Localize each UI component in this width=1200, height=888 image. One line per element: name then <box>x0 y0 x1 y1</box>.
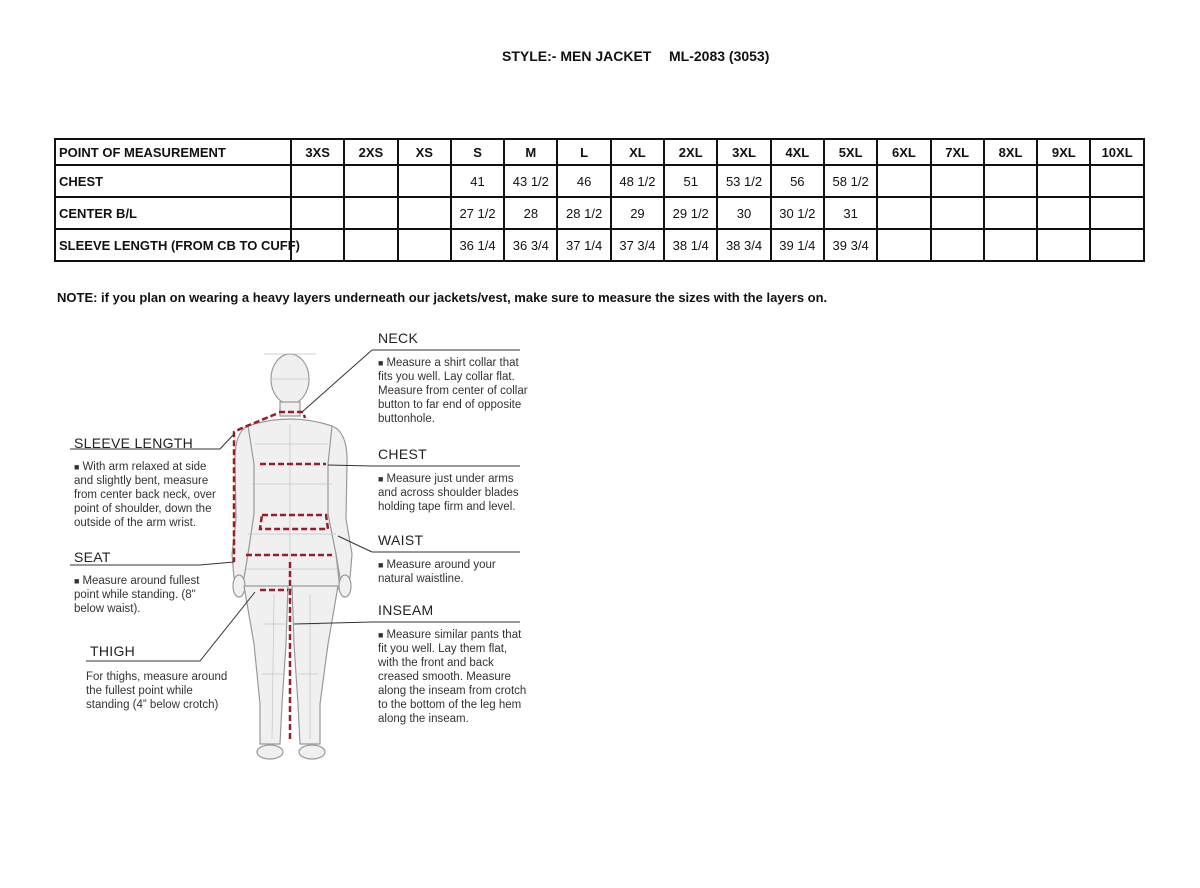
thigh-label: THIGH <box>90 643 136 659</box>
table-cell: 56 <box>771 165 824 197</box>
style-code: ML-2083 (3053) <box>669 48 770 64</box>
table-cell: 38 3/4 <box>717 229 770 261</box>
table-cell <box>1037 197 1090 229</box>
table-cell <box>1037 229 1090 261</box>
column-header-size: 5XL <box>824 139 877 165</box>
column-header-size: XS <box>398 139 451 165</box>
table-cell: 39 1/4 <box>771 229 824 261</box>
table-cell <box>1090 165 1143 197</box>
sleeve-length-description: ■ With arm relaxed at side and slightly bent, measure from center back neck, over point of shoulder, down the outside of the arm wrist. <box>74 461 216 529</box>
column-header-size: M <box>504 139 557 165</box>
sleeve-length-label: SLEEVE LENGTH <box>74 435 194 451</box>
table-cell <box>931 197 984 229</box>
neck-label: NECK <box>378 330 419 346</box>
row-label: SLEEVE LENGTH (FROM CB TO CUFF) <box>55 229 291 261</box>
chest-label: CHEST <box>378 446 427 462</box>
table-cell: 36 1/4 <box>451 229 504 261</box>
table-cell <box>344 197 397 229</box>
inseam-description: ■ Measure similar pants that fit you well. Lay them flat, with the front and back creased smooth. Measure along the inseam from crotch to the bottom of the leg hem along the inseam. <box>378 629 527 725</box>
column-header-size: L <box>557 139 610 165</box>
table-cell <box>291 165 344 197</box>
column-header-size: 6XL <box>877 139 930 165</box>
table-cell: 43 1/2 <box>504 165 557 197</box>
fit-note: NOTE: if you plan on wearing a heavy layers underneath our jackets/vest, make sure to measure the sizes with the layers on. <box>57 290 828 305</box>
column-header-size: 8XL <box>984 139 1037 165</box>
table-cell: 37 3/4 <box>611 229 664 261</box>
table-row <box>55 229 1144 261</box>
column-header-size: 3XL <box>717 139 770 165</box>
table-cell <box>344 165 397 197</box>
table-body <box>55 165 1144 261</box>
table-cell <box>291 197 344 229</box>
table-cell: 29 1/2 <box>664 197 717 229</box>
table-cell: 46 <box>557 165 610 197</box>
table-cell <box>1090 197 1143 229</box>
column-header-size: 7XL <box>931 139 984 165</box>
table-header-row <box>55 139 1144 165</box>
style-name: STYLE:- MEN JACKET <box>502 48 652 64</box>
table-cell: 30 <box>717 197 770 229</box>
table-cell <box>398 197 451 229</box>
column-header-point-of-measurement: POINT OF MEASUREMENT <box>55 139 291 165</box>
table-row <box>55 165 1144 197</box>
document-title <box>0 48 1200 68</box>
column-header-size: 9XL <box>1037 139 1090 165</box>
table-cell: 27 1/2 <box>451 197 504 229</box>
table-cell: 53 1/2 <box>717 165 770 197</box>
table-cell: 41 <box>451 165 504 197</box>
column-header-size: S <box>451 139 504 165</box>
column-header-size: 2XS <box>344 139 397 165</box>
measurement-guide <box>50 324 540 776</box>
waist-label: WAIST <box>378 532 424 548</box>
column-header-size: 4XL <box>771 139 824 165</box>
table-cell <box>984 165 1037 197</box>
row-label: CHEST <box>55 165 291 197</box>
table-cell <box>984 229 1037 261</box>
column-header-size: 2XL <box>664 139 717 165</box>
neck-description: ■ Measure a shirt collar that fits you well. Lay collar flat. Measure from center of collar button to far end of opposite buttonhole. <box>378 357 528 425</box>
table-cell: 39 3/4 <box>824 229 877 261</box>
table-row <box>55 197 1144 229</box>
table-cell: 30 1/2 <box>771 197 824 229</box>
table-cell: 48 1/2 <box>611 165 664 197</box>
table-cell <box>877 229 930 261</box>
table-cell: 29 <box>611 197 664 229</box>
table-cell: 51 <box>664 165 717 197</box>
seat-label: SEAT <box>74 549 111 565</box>
column-header-size: 10XL <box>1090 139 1143 165</box>
table-cell <box>1037 165 1090 197</box>
inseam-label: INSEAM <box>378 602 434 618</box>
table-cell: 37 1/4 <box>557 229 610 261</box>
table-cell <box>1090 229 1143 261</box>
table-cell <box>398 165 451 197</box>
human-body-outline <box>232 354 352 759</box>
size-chart-table <box>54 138 1145 262</box>
table-cell <box>931 165 984 197</box>
thigh-description: For thighs, measure around the fullest point while standing (4” below crotch) <box>86 671 228 711</box>
table-cell <box>877 165 930 197</box>
table-cell: 28 1/2 <box>557 197 610 229</box>
column-header-size: 3XS <box>291 139 344 165</box>
table-cell <box>984 197 1037 229</box>
table-cell <box>931 229 984 261</box>
table-cell: 31 <box>824 197 877 229</box>
seat-description: ■ Measure around fullest point while standing. (8" below waist). <box>74 575 200 615</box>
waist-description: ■ Measure around your natural waistline. <box>378 559 496 585</box>
row-label: CENTER B/L <box>55 197 291 229</box>
table-cell: 58 1/2 <box>824 165 877 197</box>
column-header-size: XL <box>611 139 664 165</box>
table-cell <box>344 229 397 261</box>
table-cell: 28 <box>504 197 557 229</box>
table-cell <box>877 197 930 229</box>
table-cell <box>398 229 451 261</box>
table-cell: 38 1/4 <box>664 229 717 261</box>
chest-description: ■ Measure just under arms and across shoulder blades holding tape firm and level. <box>378 473 519 513</box>
table-cell: 36 3/4 <box>504 229 557 261</box>
